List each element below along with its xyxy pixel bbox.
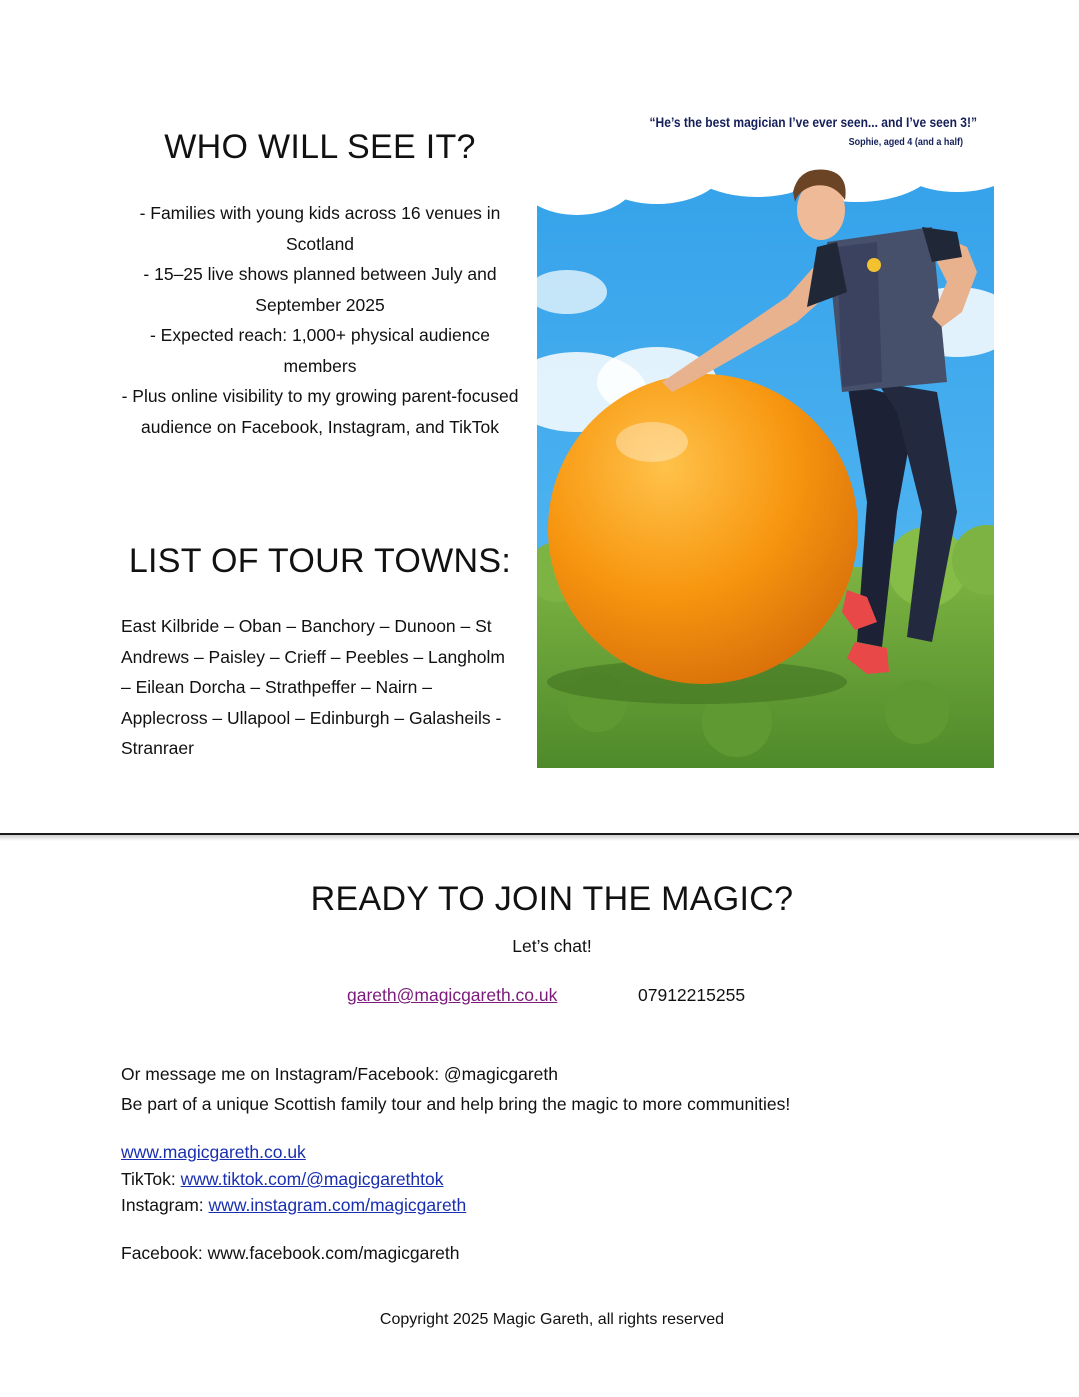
phone-number: 07912215255: [638, 985, 746, 1005]
audience-list-item: - 15–25 live shows planned between July and September 2025: [143, 264, 497, 315]
instagram-link[interactable]: www.instagram.com/magicgareth: [208, 1195, 467, 1215]
website-link[interactable]: www.magicgareth.co.uk: [121, 1142, 306, 1162]
tiktok-line: [121, 1169, 444, 1190]
instagram-line: [121, 1195, 466, 1216]
tour-invitation-line: Be part of a unique Scottish family tour and help bring the magic to more communities!: [121, 1094, 791, 1114]
orange-balloon: [548, 374, 858, 684]
tiktok-link[interactable]: www.tiktok.com/@magicgarethtok: [180, 1169, 444, 1189]
audience-list: [118, 198, 522, 442]
section-divider-shadow: [0, 835, 1079, 841]
poster-quote: “He’s the best magician I’ve ever seen... and I’ve seen 3!”: [649, 114, 977, 130]
tiktok-label: TikTok:: [121, 1169, 181, 1189]
tour-towns-heading: LIST OF TOUR TOWNS:: [128, 542, 512, 580]
instagram-label: Instagram:: [121, 1195, 209, 1215]
social-message-line: Or message me on Instagram/Facebook: @magicgareth: [121, 1064, 558, 1084]
email-link[interactable]: gareth@magicgareth.co.uk: [347, 985, 558, 1005]
who-will-see-it-heading: WHO WILL SEE IT?: [164, 128, 476, 166]
magician-poster-image: [537, 82, 994, 768]
cta-subtitle: Let’s chat!: [512, 936, 592, 956]
audience-list-item: - Families with young kids across 16 venues in Scotland: [139, 203, 501, 254]
poster-quote-attribution: Sophie, aged 4 (and a half): [848, 136, 963, 148]
tour-towns-list: East Kilbride – Oban – Banchory – Dunoon – St Andrews – Paisley – Crieff – Peebles – Langholm – Eilean Dorcha – Strathpeffer – Nairn – Applecross – Ullapool – Edinburgh – Galasheils - Stranraer: [121, 616, 505, 758]
audience-list-item: - Expected reach: 1,000+ physical audience members: [149, 325, 490, 376]
audience-list-item: - Plus online visibility to my growing parent-focused audience on Facebook, Instagram, and TikTok: [121, 386, 519, 437]
facebook-line: Facebook: www.facebook.com/magicgareth: [121, 1243, 460, 1263]
cta-heading: READY TO JOIN THE MAGIC?: [310, 880, 794, 918]
copyright-notice: Copyright 2025 Magic Gareth, all rights reserved: [379, 1311, 725, 1328]
poster-illustration: [537, 82, 994, 768]
